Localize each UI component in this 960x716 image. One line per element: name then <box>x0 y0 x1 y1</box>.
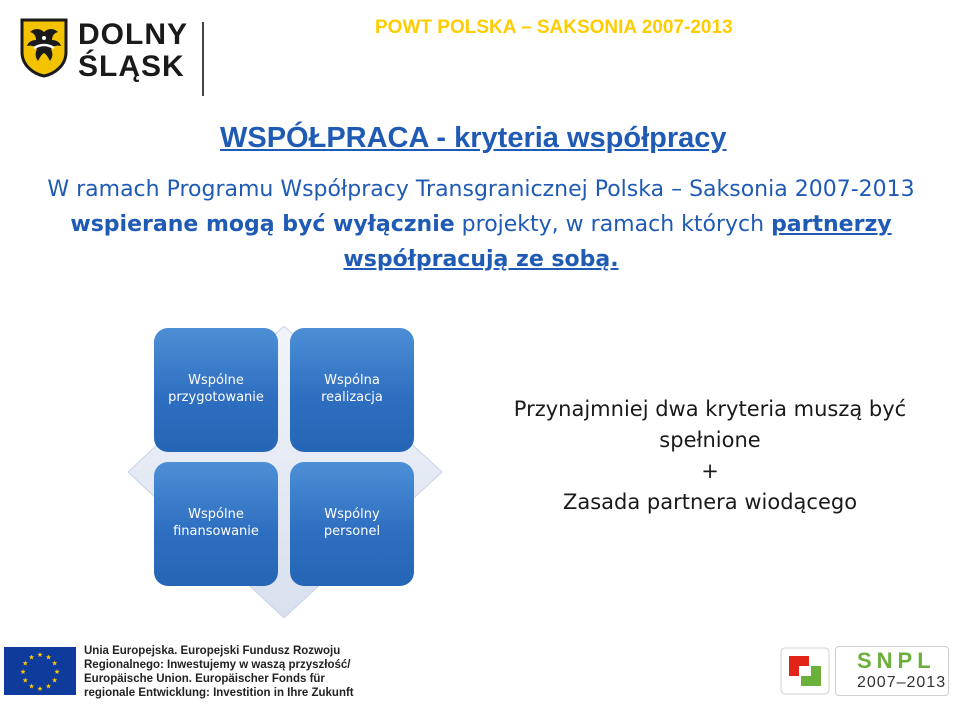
dolny-slask-logo <box>20 16 220 96</box>
intro-text-underlined: partnerzy współpracują ze sobą. <box>343 212 892 272</box>
criteria-line-2: spełnione <box>659 428 761 452</box>
eu-funding-statement <box>84 644 354 700</box>
svg-text:★: ★ <box>45 653 52 662</box>
svg-text:★: ★ <box>45 682 52 691</box>
snpl-name: SNPL <box>857 648 936 673</box>
eu-statement-line: Unia Europejska. Europejski Fundusz Rozwoju <box>84 645 341 657</box>
criterion-box-implementation <box>290 328 414 452</box>
svg-text:★: ★ <box>36 685 44 693</box>
slide-title: WSPÓŁPRACA - kryteria współpracy <box>220 122 727 154</box>
intro-text-1: W ramach Programu Współpracy Transgranicznej Polska – Saksonia 2007-2013 <box>47 177 915 202</box>
svg-text:★: ★ <box>22 659 29 668</box>
criterion-label-line1: Wspólne <box>188 507 244 522</box>
snpl-years: 2007–2013 <box>857 674 947 691</box>
intro-text-3: projekty, w ramach których <box>454 212 772 237</box>
intro-text-bold: wspierane mogą być wyłącznie <box>70 212 455 237</box>
svg-text:★: ★ <box>36 651 44 659</box>
criterion-label-line1: Wspólny <box>324 507 380 522</box>
svg-text:★: ★ <box>51 676 58 685</box>
criterion-box-preparation <box>154 328 278 452</box>
dolny-slask-eagle-shield-icon <box>20 18 68 78</box>
criteria-line-4: Zasada partnera wiodącego <box>562 490 858 514</box>
program-header-title: POWT POLSKA – SAKSONIA 2007-2013 <box>375 17 733 38</box>
eu-statement-line: regionale Entwicklung: Investition in Ihre Zukunft <box>84 687 354 699</box>
criteria-requirement-text <box>490 394 930 518</box>
criterion-label-line2: przygotowanie <box>168 390 264 405</box>
criterion-label-line1: Wspólna <box>324 373 380 388</box>
svg-text:★: ★ <box>53 668 61 676</box>
logo-word-slask: ŚLĄSK <box>78 50 185 83</box>
svg-text:★: ★ <box>28 682 35 691</box>
criterion-box-financing <box>154 462 278 586</box>
svg-text:★: ★ <box>22 676 29 685</box>
criterion-label-line2: finansowanie <box>173 524 259 539</box>
criteria-line-1: Przynajmniej dwa kryteria muszą być <box>513 397 907 421</box>
criteria-line-plus: + <box>701 459 719 483</box>
svg-text:★: ★ <box>19 668 27 676</box>
logo-word-dolny: DOLNY <box>78 18 188 51</box>
eu-statement-line: Europäische Union. Europäischer Fonds für <box>84 673 325 685</box>
eu-flag-icon <box>4 647 76 695</box>
criterion-label-line2: personel <box>323 524 381 539</box>
svg-text:★: ★ <box>51 659 58 668</box>
cooperation-criteria-diagram <box>128 326 444 618</box>
logo-divider <box>202 22 204 96</box>
svg-text:★: ★ <box>28 653 35 662</box>
eu-statement-line: Regionalnego: Inwestujemy w waszą przyszłość/ <box>84 659 351 671</box>
criterion-box-staff <box>290 462 414 586</box>
intro-paragraph <box>22 172 940 277</box>
criterion-label-line2: realizacja <box>321 390 383 405</box>
criterion-label-line1: Wspólne <box>188 373 244 388</box>
snpl-logo-icon <box>779 646 831 696</box>
snpl-logo <box>779 646 949 696</box>
